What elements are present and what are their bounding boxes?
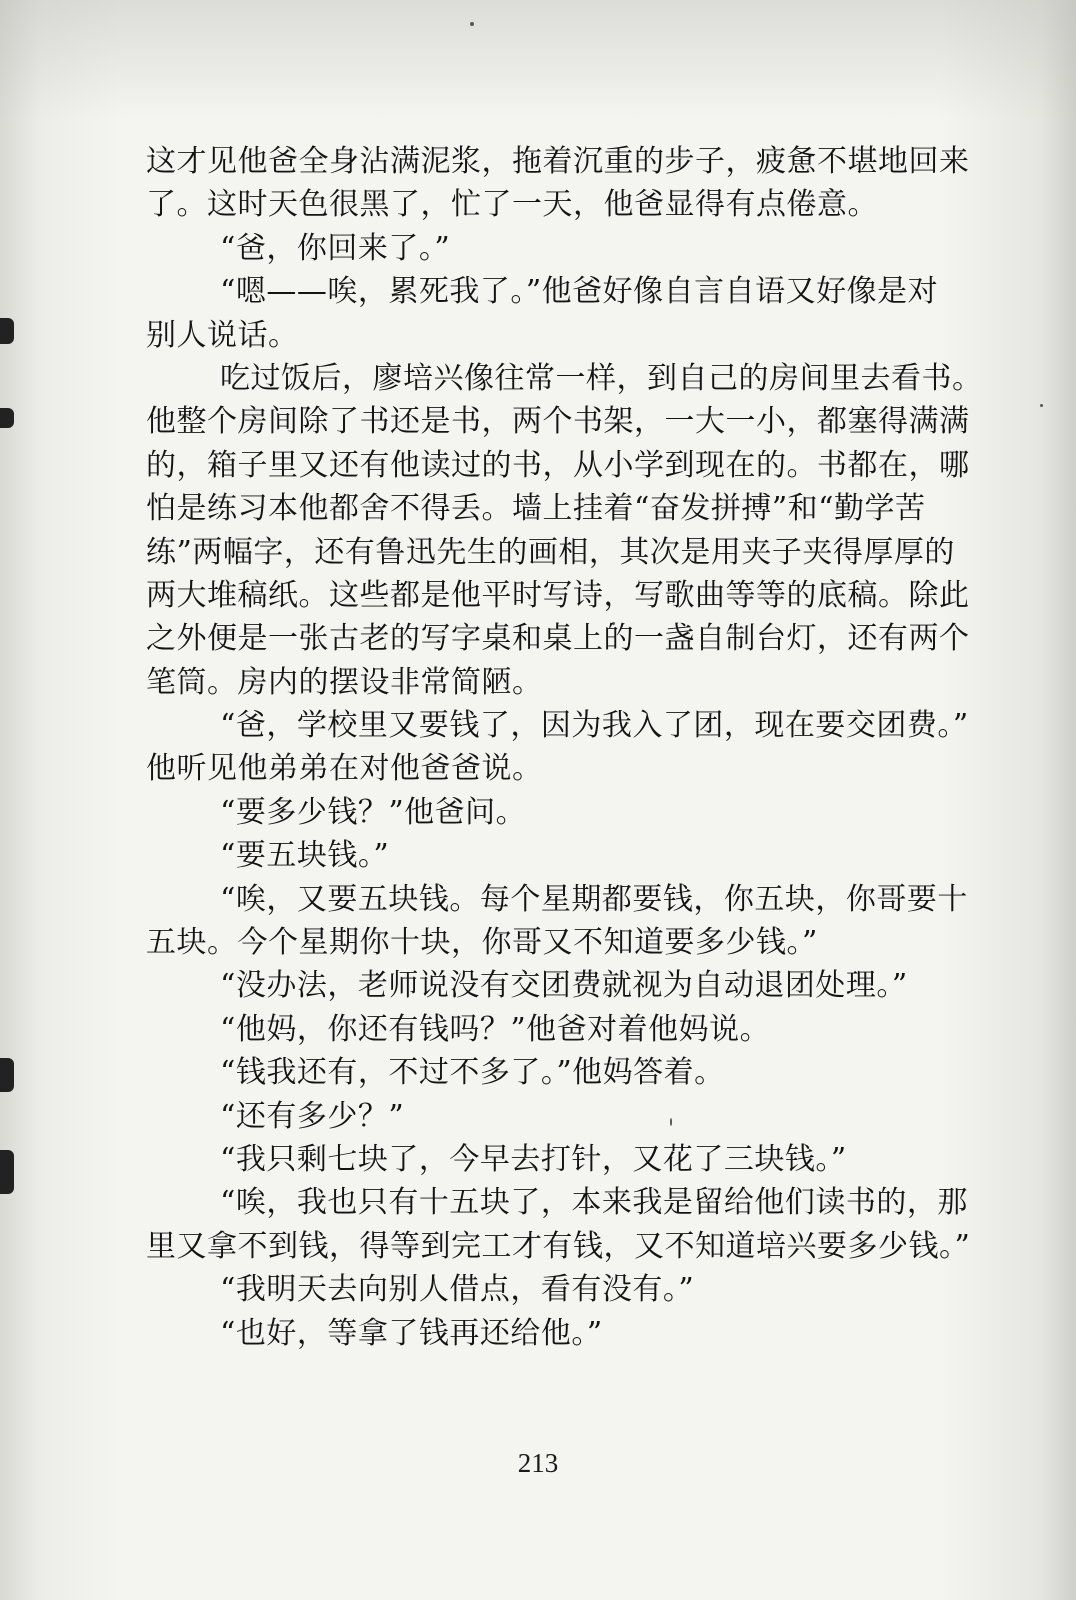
text-line: “他妈，你还有钱吗？”他爸对着他妈说。 [220,1011,771,1047]
text-line: “嗯——唉，累死我了。”他爸好像自言自语又好像是对 [220,274,939,310]
text-line: 别人说话。 [146,317,299,353]
binding-mark [0,318,14,344]
text-line: 怕是练习本他都舍不得丢。墙上挂着“奋发拼搏”和“勤学苦 [146,491,926,527]
binding-mark [0,1058,14,1092]
text-line: 里又拿不到钱，得等到完工才有钱，又不知道培兴要多少钱。” [146,1228,971,1264]
text-line: 他整个房间除了书还是书，两个书架，一大一小，都塞得满满 [146,404,970,440]
text-line: 笔筒。房内的摆设非常简陋。 [146,664,543,700]
binding-mark [0,408,14,428]
paper-speck [470,22,474,26]
text-line: “爸，你回来了。” [220,230,451,266]
text-line: “要多少钱？”他爸问。 [220,794,527,830]
text-line: “还有多少？” [220,1098,405,1134]
body-text [146,140,983,1355]
text-line: 这才见他爸全身沾满泥浆，拖着沉重的步子，疲惫不堪地回来 [146,144,970,179]
text-line: 的，箱子里又还有他读过的书，从小学到现在的。书都在，哪 [146,447,970,483]
text-line: “爸，学校里又要钱了，因为我入了团，现在要交团费。” [220,708,969,744]
text-line: “唉，我也只有十五块了，本来我是留给他们读书的，那 [220,1185,968,1221]
text-line: “没办法，老师说没有交团费就视为自动退团处理。” [220,968,908,1004]
text-line: “要五块钱。” [220,838,390,874]
page-top-shadow [0,0,1076,120]
text-line: “也好，等拿了钱再还给他。” [220,1315,603,1351]
text-line: “钱我还有，不过不多了。”他妈答着。 [220,1055,725,1091]
text-line: 他听见他弟弟在对他爸爸说。 [146,751,543,787]
paper-speck [1040,404,1043,407]
text-line: 练”两幅字，还有鲁迅先生的画相，其次是用夹子夹得厚厚的 [146,534,955,570]
text-line: “我明天去向别人借点，看有没有。” [220,1272,695,1308]
text-line: 了。这时天色很黑了，忙了一天，他爸显得有点倦意。 [146,187,878,223]
text-line: 吃过饭后，廖培兴像往常一样，到自己的房间里去看书。 [220,360,983,396]
text-line: 两大堆稿纸。这些都是他平时写诗，写歌曲等等的底稿。除此 [146,577,970,613]
text-line: 五块。今个星期你十块，你哥又不知道要多少钱。” [146,925,818,961]
page-number: 213 [517,1448,559,1478]
binding-mark [0,1150,14,1194]
text-line: “我只剩七块了，今早去打针，又花了三块钱。” [220,1141,847,1177]
text-line: “唉，又要五块钱。每个星期都要钱，你五块，你哥要十 [220,881,968,917]
text-line: 之外便是一张古老的写字桌和桌上的一盏自制台灯，还有两个 [146,621,970,657]
